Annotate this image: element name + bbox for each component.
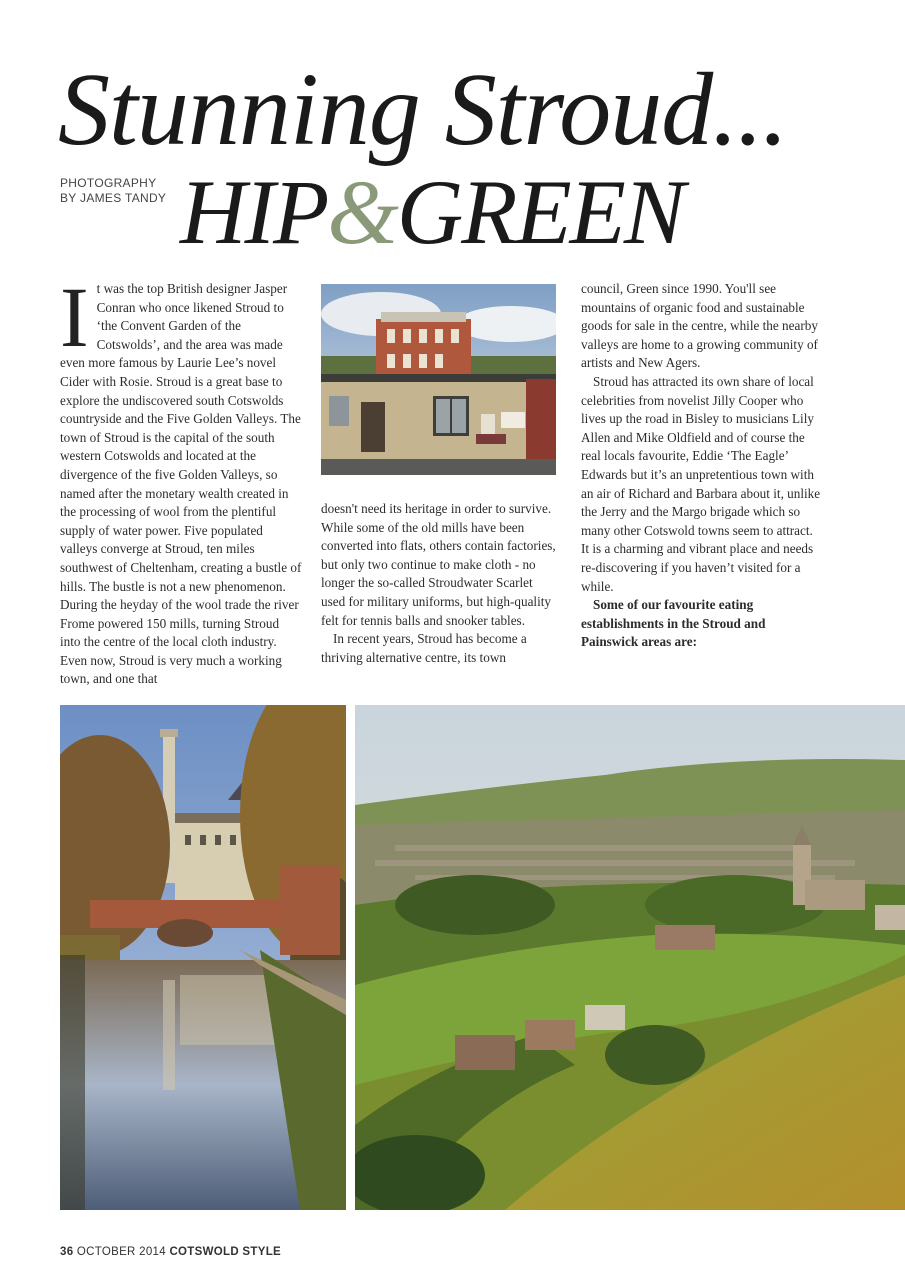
station-building-photo [321,284,556,475]
canal-mill-photo [60,705,346,1210]
page-title: Stunning Stroud... [58,52,788,167]
article-column-3 [581,280,823,652]
drop-cap: I [60,269,89,365]
valley-landscape-photo [355,705,905,1210]
column-3-paragraph-2: Stroud has attracted its own share of local celebrities from novelist Jilly Cooper who lives up the road in Bisley to musicians Lily Allen and Mike Oldfield and of course the real locals favourite, Eddie ‘The Eagle’ Edwards but it’s an unpretentious town with an air of Richard and Barbara about it, unlike the Jerry and the Margo brigade which so many other Cotswold towns seem to attract. It is a charming and vibrant place and needs re-discovering if you haven’t visited for a while. [581,373,821,594]
article-column-1 [60,269,302,689]
column-2-paragraph-2: In recent years, Stroud has become a thriving alternative centre, its town [321,631,527,665]
credit-line-2: BY JAMES TANDY [60,191,167,205]
photo-credit [60,176,166,206]
credit-line-1: PHOTOGRAPHY [60,176,157,190]
subtitle-ampersand: & [327,161,397,263]
page-footer [60,1246,281,1258]
column-3-paragraph-1: council, Green since 1990. You'll see mountains of organic food and sustainable goods for sale in the centre, while the nearby valleys are home to a growing community of artists and New Agers. [581,281,818,371]
column-2-paragraph-1: doesn't need its heritage in order to survive. While some of the old mills have been converted into flats, others contain factories, but only two continue to make cloth - no longer the so-called Stroudwater Scarlet used for military uniforms, but high-quality felt for tennis balls and snooker tables. [321,501,556,628]
page-subtitle [180,161,684,263]
subtitle-hip: HIP [180,161,328,263]
magazine-name: COTSWOLD STYLE [169,1246,281,1258]
column-1-text: t was the top British designer Jasper Conran who once likened Stroud to ‘the Convent Garden of the Cotswolds’, and the area was made even more famous by Laurie Lee’s novel Cider with Rosie. Stroud is a great base to explore the undiscovered south Cotswolds countryside and the Five Golden Valleys. The town of Stroud is the capital of the south western Cotswolds and located at the divergence of the five Golden Valleys, so named after the monetary wealth created in the processing of wool from the plentiful supply of water power. Five populated valleys converge at Stroud, ten miles southwest of Cheltenham, creating a bustle of hills. The bustle is not a new phenomenon. During the heyday of the wool trade the river Frome powered 150 mills, turning Stroud into the centre of the local cloth industry. Even now, Stroud is very much a working town, and one that [60,281,302,687]
page-number: 36 [60,1246,74,1258]
issue-date: OCTOBER 2014 [76,1246,166,1258]
article-column-2 [321,500,559,667]
subtitle-green: GREEN [396,161,684,263]
column-3-paragraph-3: Some of our favourite eating establishments in the Stroud and Painswick areas are: [581,597,766,650]
